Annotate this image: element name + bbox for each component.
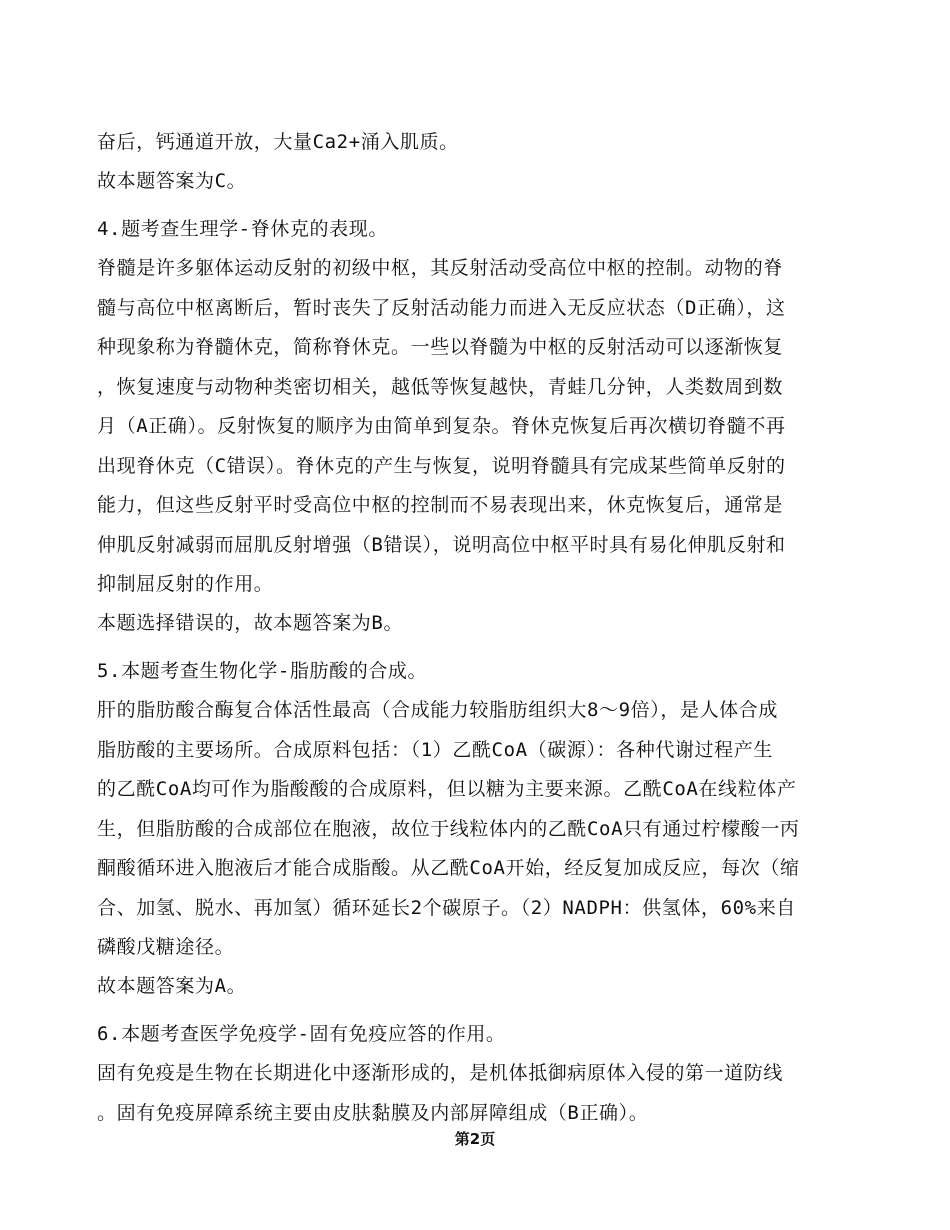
text-line: 磷酸戊糖途径。 (97, 936, 235, 958)
text-line: 脂肪酸的主要场所。合成原料包括：（1）乙酰CoA（碳源）：各种代谢过程产生 (97, 739, 773, 761)
text-line: 。固有免疫屏障系统主要由皮肤黏膜及内部屏障组成（B正确）。 (97, 1102, 649, 1124)
text-line: 能力，但这些反射平时受高位中枢的控制而不易表现出来，休克恢复后，通常是 (97, 494, 784, 516)
text-line: 种现象称为脊髓休克，简称脊休克。一些以脊髓为中枢的反射活动可以逐渐恢复 (97, 336, 784, 358)
section-heading-6: 6.本题考查医学免疫学-固有免疫应答的作用。 (97, 1023, 506, 1045)
text-line: 生，但脂肪酸的合成部位在胞液，故位于线粒体内的乙酰CoA只有通过柠檬酸一丙 (97, 818, 800, 840)
text-line: 故本题答案为A。 (97, 975, 247, 997)
text-line: 抑制屈反射的作用。 (97, 573, 274, 595)
text-line: 肝的脂肪酸合酶复合体活性最高（合成能力较脂肪组织大8～9倍），是人体合成 (97, 699, 778, 721)
text-line: 脊髓是许多躯体运动反射的初级中枢，其反射活动受高位中枢的控制。动物的脊 (97, 257, 784, 279)
text-line: 出现脊休克（C错误）。脊休克的产生与恢复，说明脊髓具有完成某些简单反射的 (97, 455, 786, 477)
section-heading-4: 4.题考查生理学-脊休克的表现。 (97, 218, 388, 240)
section-heading-5: 5.本题考查生物化学-脂肪酸的合成。 (97, 660, 428, 682)
text-line: 酮酸循环进入胞液后才能合成脂酸。从乙酰CoA开始，经反复加成反应，每次（缩 (97, 857, 800, 879)
text-line: 故本题答案为C。 (97, 170, 247, 192)
page-number: 第2页 (454, 1130, 496, 1148)
text-line: 奋后，钙通道开放，大量Ca2+涌入肌质。 (97, 131, 459, 153)
text-line: 伸肌反射减弱而屈肌反射增强（B错误），说明高位中枢平时具有易化伸肌反射和 (97, 534, 786, 556)
text-line: 本题选择错误的，故本题答案为B。 (97, 612, 404, 634)
text-line: 的乙酰CoA均可作为脂酸酸的合成原料，但以糖为主要来源。乙酰CoA在线粒体产 (97, 778, 797, 800)
text-line: 固有免疫是生物在长期进化中逐渐形成的，是机体抵御病原体入侵的第一道防线 (97, 1062, 784, 1084)
text-line: ，恢复速度与动物种类密切相关，越低等恢复越快，青蛙几分钟，人类数周到数 (97, 376, 784, 398)
text-line: 月（A正确）。反射恢复的顺序为由简单到复杂。脊休克恢复后再次横切脊髓不再 (97, 415, 786, 437)
text-line: 髓与高位中枢离断后，暂时丧失了反射活动能力而进入无反应状态（D正确），这 (97, 297, 786, 319)
text-line: 合、加氢、脱水、再加氢）循环延长2个碳原子。（2）NADPH：供氢体，60%来自 (97, 897, 796, 919)
